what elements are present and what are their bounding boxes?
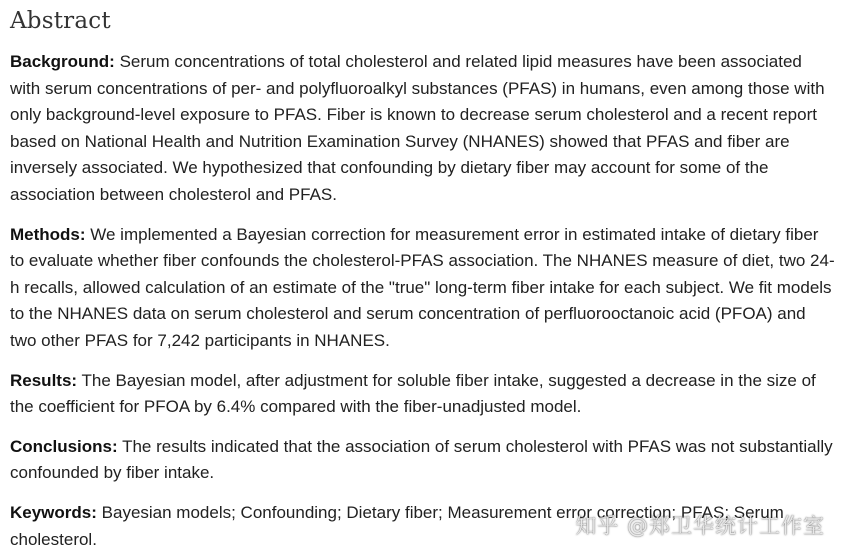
- background-label: Background:: [10, 52, 115, 71]
- methods-text: We implemented a Bayesian correction for measurement error in estimated intake of dietary fiber to evaluate whether fiber confounds the cholesterol-PFAS association. The NHANES measure of diet, two 24-h recalls, allowed calculation of an estimate of the "true" long-term fiber intake for each subject. We fit models to the NHANES data on serum cholesterol and serum concentration of perfluorooctanoic acid (PFOA) and two other PFAS for 7,242 participants in NHANES.: [10, 224, 835, 350]
- results-text: The Bayesian model, after adjustment for soluble fiber intake, suggested a decrease in the size of the coefficient for PFOA by 6.4% compared with the fiber-unadjusted model.: [10, 370, 816, 417]
- results-paragraph: [10, 368, 835, 421]
- background-paragraph: [10, 49, 835, 209]
- keywords-label: Keywords:: [10, 502, 97, 522]
- abstract-container: [10, 0, 835, 553]
- results-label: Results:: [10, 370, 78, 390]
- abstract-heading: Abstract: [10, 8, 111, 34]
- watermark-overlay: 知乎 @郑卫华统计工作室: [575, 514, 825, 538]
- conclusions-label: Conclusions:: [10, 436, 118, 456]
- methods-paragraph: [10, 222, 835, 355]
- conclusions-paragraph: [10, 434, 835, 487]
- keywords-text: Bayesian models; Confounding; Dietary fiber; Measurement error correction; PFAS; Serum cholesterol.: [10, 502, 784, 549]
- methods-label: Methods:: [10, 224, 86, 244]
- conclusions-text: The results indicated that the association of serum cholesterol with PFAS was not substantially confounded by fiber intake.: [10, 436, 833, 483]
- background-text: Serum concentrations of total cholesterol and related lipid measures have been associated with serum concentrations of per- and polyfluoroalkyl substances (PFAS) in humans, even among those with only background-level exposure to PFAS. Fiber is known to decrease serum cholesterol and a recent report based on National Health and Nutrition Examination Survey (NHANES) showed that PFAS and fiber are inversely associated. We hypothesized that confounding by dietary fiber may account for some of the association between cholesterol and PFAS.: [10, 52, 825, 204]
